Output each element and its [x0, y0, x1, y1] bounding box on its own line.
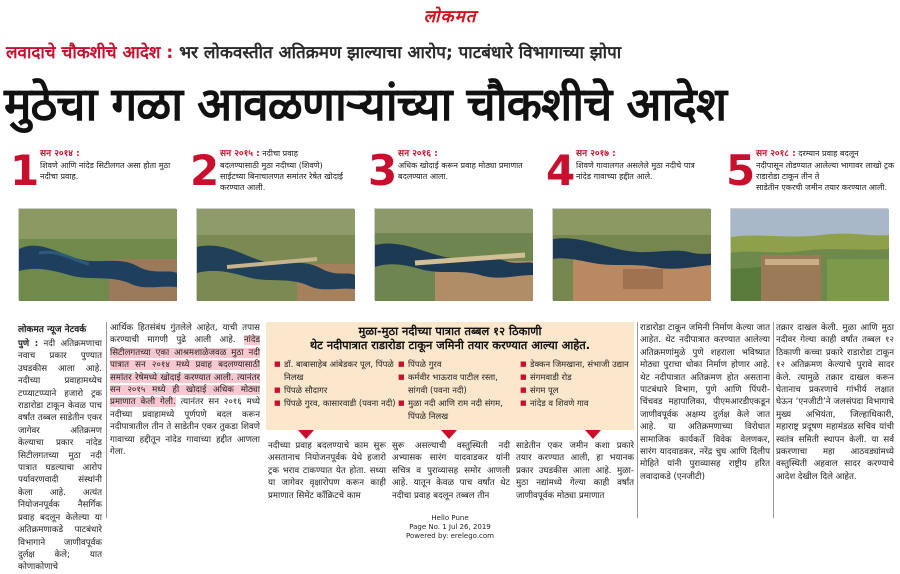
timeline-line2: शिवणे गावालगत असलेले मुठा नदीचे पात्र — [576, 161, 695, 170]
article-column-7 — [776, 322, 894, 522]
timeline-number: 4 — [546, 146, 576, 195]
article-text: नदीच्या प्रवाह बदलण्याचे काम सुरू असतानाच नियोजनपूर्वक येथे हजारो ट्रक भराव टाकण्यात येत होता. सध्या या जागेवर वृक्षारोपण करून काही प्रमाणात सिमेंट कॉंक्रिटचे काम — [268, 441, 386, 501]
article-text: सुरू असल्याची वस्तुस्थिती नदी अभ्यासक सारंग यादवाडकर यांनी सचित्र व पुराव्यासह समोर आणली आहे. यातून केवळ पाच वर्षांत थेट नदीचा प्रवाह बदलून तब्बल तीन — [392, 441, 510, 501]
timeline-item-2 — [190, 146, 362, 202]
list-item: ■ नांदेड व शिवणे गाव — [520, 397, 632, 410]
info-list-1 — [274, 358, 396, 410]
timeline-year: सन २०१७ : — [576, 149, 616, 159]
masthead-logo: लोकमत — [423, 7, 477, 27]
footer-page: Page No. 1 Jul 26, 2019 — [409, 523, 491, 531]
article-column-3 — [268, 440, 386, 520]
masthead — [0, 4, 900, 26]
article-column-6 — [640, 322, 770, 522]
timeline-number: 2 — [190, 146, 220, 195]
timeline-text — [756, 148, 896, 193]
arrow-down-icon — [585, 430, 601, 439]
footer-edition: Hello Pune — [431, 514, 469, 522]
byline: लोकमत न्यूज नेटवर्क — [18, 325, 87, 335]
list-item: ■ पिंपळे सौदागर — [274, 384, 396, 397]
list-item: ■ पिंपळे गुरव, कासारवाडी (पवना नदी) — [274, 397, 396, 410]
timeline-item-5 — [726, 146, 896, 202]
column-divider — [773, 322, 774, 518]
kicker-rest: भर लोकवस्तीत अतिक्रमण झाल्याचा आरोप; पाटबंधारे विभागाच्या झोपा — [179, 43, 622, 63]
list-item: ■ डॉ. बाबासाहेब आंबेडकर पूल, पिंपळे निलख — [274, 358, 396, 384]
info-list-3 — [520, 358, 632, 410]
article-text: राडारोडा टाकून जमिनी निर्माण केल्या जात आहेत. थेट नदीपात्रात करण्यात आलेल्या अतिक्रमणांमुळे पुणे शहराला भविष्यात मोठ्या पुराचा धोका निर्माण होणार आहे. थेट नदीपात्रात अतिक्रमण होत असताना पाटबंधारे विभाग, पुणे आणि पिंपरी-चिंचवड महापालिका, पीएमआरडीएकडून जाणीवपूर्वक अक्षम्य दुर्लक्ष केले जात आहे. या अतिक्रमणाच्या विरोधात सामाजिक कार्यकर्ते विवेक वेलणकर, सारंग यादवाडकर, नरेंद्र चुघ आणि दिलीप मोहिते यांनी पुराव्यासह राष्ट्रीय हरित लवादाकडे (एनजीटी) — [640, 323, 770, 482]
satellite-photo-2018 — [730, 208, 888, 300]
timeline-number: 5 — [726, 146, 756, 195]
timeline-year: सन २०१८ : — [756, 149, 796, 159]
kicker-separator: : — [160, 43, 180, 63]
article-text: आर्थिक हितसंबंध गुंतलेले आहेत, याची तपास करण्याची मागणी पुढे आली आहे. — [110, 323, 260, 346]
timeline-line3: साईटच्या बिनाचालणत समांतर रेषेत खोदाई करण्यात आली. — [220, 172, 343, 192]
timeline-line1: दरम्यान प्रवाह बदलून — [798, 149, 859, 158]
headline: मुठेचा गळा आवळणाऱ्यांच्या चौकशीचे आदेश — [4, 77, 727, 131]
timeline-line2: बदलण्यासाठी मुठा नदीच्या (शिवणे) — [220, 161, 323, 170]
list-item: ■ पिंपळे गुरव — [398, 358, 516, 371]
list-item: ■ संगमवाडी रोड — [520, 371, 632, 384]
timeline-item-4 — [546, 146, 718, 202]
timeline-line3: नदीचा प्रवाह. — [40, 172, 79, 181]
timeline-text — [220, 148, 362, 193]
timeline-line2: शिवणे आणि नांदेड सिटीलगत असा होता मुठा — [40, 161, 171, 170]
list-item: ■ मुळा नदी आणि राम नदी संगम, पिंपळे निलख — [398, 397, 516, 423]
article-text: तक्रार दाखल केली. मुळा आणि मुठा नदीवर गेल्या काही वर्षांत तब्बल १२ ठिकाणी कच्चा प्रकारे राडारोडा टाकून १२ अतिक्रमण केल्याचे पुरावे सादर केले. त्यामुळे तक्रार दाखल करून घेतानाच प्रकरणाचे गांभीर्य लक्षात घेऊन ‘एनजीटी’ने जलसंपदा विभागाचे मुख्य अभियंता, जिल्हाधिकारी, महाराष्ट्र प्रदूषण महामंडळ सचिव यांची स्वतंत्र समिती स्थापन केली. या सर्व प्रकरणाचा महा आठवड्यांमध्ये वस्तुस्थिती अहवाल सादर करण्याचे आदेश देखील दिले आहेत. — [776, 323, 894, 482]
satellite-photo-2017 — [552, 208, 710, 300]
info-box-title — [266, 322, 634, 352]
arrow-down-icon — [441, 430, 457, 439]
info-title-line2: थेट नदीपात्रात राडारोडा टाकून जमिनी तयार करण्यात आल्या आहेत. — [309, 338, 591, 352]
article-text: त्यानंतर सन २०१६ मध्ये नदीच्या प्रवाहामध्ये पूर्णपणे बदल करून नदीपात्रातील तीन ते साडेतीन एकर तुकडा शिवणे गावाच्या हद्दीतून नांदेड गावाच्या हद्दीत आणला गेला. — [110, 397, 260, 458]
list-item: ■ संगम पूल — [520, 384, 632, 397]
kicker — [6, 40, 894, 63]
article-text: साडेतीन एकर जमीन कशा प्रकारे तयार करण्यात आली, हा भयानक प्रकार उघडकीस आला आहे. मुळा-मुठा नद्यांमध्ये गेल्या काही वर्षांत जाणीवपूर्वक मोठ्या प्रमाणात — [516, 441, 634, 501]
article-column-5 — [516, 440, 634, 520]
timeline-item-3 — [368, 146, 540, 202]
timeline-item-1 — [10, 146, 180, 202]
list-item: ■ डेक्कन जिमखाना, संभाजी उद्यान — [520, 358, 632, 371]
timeline-line2: नदीपासून तोडण्यात आलेल्या भागावर लाखो ट्रक राडारोडा टाकून तीन ते — [756, 161, 895, 181]
timeline-year: सन २०१५ : — [220, 149, 260, 159]
satellite-photo-2015 — [196, 208, 354, 300]
article-text: नदी अतिक्रमणाचा नवाच प्रकार पुण्यात उघडकीस आला आहे. नदीच्या प्रवाहामध्येच टप्प्याटप्प्याने हजारो ट्रक राडारोडा टाकून केवळ पाच वर्षांत तब्बल साडेतीन एकर जागेवर अतिक्रमण केल्याचा प्रकार नांदेड सिटीलगतच्या मुठा नदी पात्रात घडल्याचा आरोप पर्यावरणवादी संस्थांनी केला आहे. अत्यंत नियोजनपूर्वक नैसर्गिक प्रवाह बदलून केलेल्या या अतिक्रमणाकडे पाटबंधारे विभागाने जाणीवपूर्वक दुर्लक्ष केले; यात कोणाकोणाचे — [18, 339, 103, 573]
dateline: पुणे : — [18, 339, 39, 349]
highlighted-text: नांदेड सिटीलगतच्या एका आश्रमशाळेजवळ मुठा नदी पात्रात सन २०१४ मध्ये प्रवाह बदलण्यासाठी समांतर रेषेमध्ये खोदाई करण्यात आली. त्यानंतर सन २०१५ मध्ये ही खोदाई अधिक मोठ्या प्रमाणात केली गेली. — [110, 335, 260, 408]
timeline-number: 3 — [368, 146, 398, 195]
timeline-line3: नांदेड गावाच्या हद्दीत आले. — [576, 172, 653, 181]
timeline-line2: अधिक खोदाई करून प्रवाह मोठ्या प्रमाणात — [398, 161, 523, 170]
timeline-line3: साडेतीन एकरची जमीन तयार करण्यात आली. — [756, 183, 888, 192]
article-column-1 — [18, 338, 103, 573]
timeline-line3: बदलण्यात आला. — [398, 172, 449, 181]
list-item: ■ कर्मवीर भाऊराव पाटील रस्ता, सांगवी (पवना नदी) — [398, 371, 516, 397]
kicker-red: लवादाचे चौकशीचे आदेश — [6, 43, 161, 63]
arrow-down-icon — [298, 430, 314, 439]
timeline-year: सन २०१४ : — [40, 149, 80, 159]
article-column-4 — [392, 440, 510, 520]
timeline-number: 1 — [10, 146, 40, 195]
info-list-2 — [398, 358, 516, 423]
timeline-year: सन २०१६ : — [398, 149, 438, 159]
info-title-line1: मुळा-मुठा नदीच्या पात्रात तब्बल १२ ठिकाणी — [358, 324, 542, 338]
satellite-photo-2016 — [374, 208, 532, 300]
column-divider — [106, 322, 107, 518]
info-box — [266, 322, 634, 430]
timeline-line1: नदीचा प्रवाह — [262, 149, 298, 158]
satellite-photo-2014 — [18, 208, 176, 300]
timeline-text — [40, 148, 170, 182]
footer-powered: Powered by: erelego.com — [405, 532, 494, 540]
article-column-2 — [110, 322, 260, 522]
timeline-text — [576, 148, 695, 182]
timeline-text — [398, 148, 523, 182]
column-divider — [637, 322, 638, 518]
